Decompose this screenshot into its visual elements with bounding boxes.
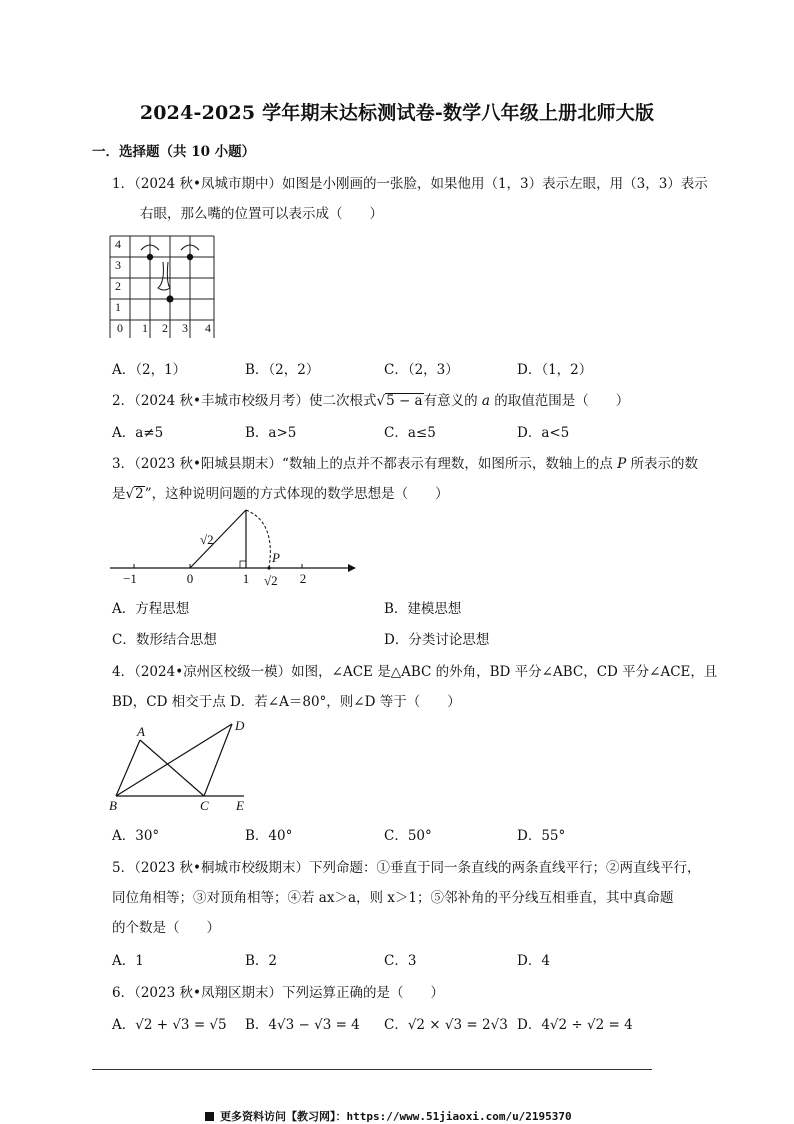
hypotenuse-label: √2 [200, 532, 214, 547]
q5-option-d: D．4 [517, 953, 550, 969]
grid-x-label: 3 [182, 321, 188, 335]
q6-option-a: A．√2 + √3 = √5 [112, 1017, 227, 1033]
q4-option-c: C．50° [384, 828, 432, 844]
tick-label: 1 [242, 571, 250, 586]
q2-option-b: B．a>5 [245, 425, 297, 441]
q2-var: a [481, 393, 490, 409]
q3-option-a: A．方程思想 [112, 601, 190, 617]
grid-y-label: 2 [115, 279, 121, 293]
side-ab [116, 740, 140, 796]
tick-label: −1 [123, 571, 137, 586]
q4-line2: BD，CD 相交于点 D．若∠A＝80°，则∠D 等于（ ） [112, 694, 461, 710]
footer-text: 更多资料访问【教习网】：https://www.51jiaoxi.com/u/2195370 [220, 1110, 572, 1123]
q3-line1 [112, 452, 698, 472]
q4-option-d: D．55° [517, 828, 566, 844]
q3-point-p: P [617, 456, 627, 472]
q5-option-a: A．1 [112, 953, 144, 969]
tick-label: 2 [299, 571, 307, 586]
grid-x-label: 1 [142, 321, 148, 335]
q1-line2: 右眼，那么嘴的位置可以表示成（ ） [140, 206, 383, 222]
page-title: 2024-2025 学年期末达标测试卷-数学八年级上册北师大版 [139, 102, 655, 124]
hypotenuse [190, 510, 246, 568]
q2-text-post2: 的取值范围是（ ） [489, 393, 630, 409]
grid-y-label: 0 [117, 321, 123, 335]
label-d: D [235, 718, 245, 733]
q1-option-d: D．（1，2） [517, 362, 593, 378]
q3-option-c: C．数形结合思想 [112, 632, 217, 648]
q5-option-c: C．3 [384, 953, 417, 969]
q4-option-a: A．30° [112, 828, 160, 844]
point-p-label: P [272, 550, 280, 565]
q3-option-d: D．分类讨论思想 [384, 632, 490, 648]
root-label: √2 [264, 573, 278, 588]
q5-line3: 的个数是（ ） [112, 920, 220, 936]
q2-text-post: 有意义的 [423, 393, 478, 409]
grid-y-label: 3 [115, 258, 121, 272]
grid-y-label: 4 [115, 237, 121, 251]
q3-text-b: 所表示的数 [626, 456, 699, 472]
q1-option-b: B．（2，2） [245, 362, 320, 378]
q5-line1: 5．（2023 秋•桐城市校级期末）下列命题：①垂直于同一条直线的两条直线平行；②两直线平行， [112, 860, 701, 876]
q4-triangle-figure [106, 716, 266, 814]
q2-option-d: D．a<5 [517, 425, 570, 441]
q3-option-b: B．建模思想 [384, 601, 462, 617]
q2-line1: 2．（2024 秋•丰城市校级月考）使二次根式√5 − a有意义的 a 的取值范围是（ ） [112, 393, 630, 409]
label-b: B [109, 798, 117, 813]
q3-radicand: 2 [135, 486, 144, 502]
q1-option-a: A．（2，1） [112, 362, 187, 378]
q3-text-d: ”，这种说明问题的方式体现的数学思想是（ ） [144, 486, 449, 502]
left-eye [147, 254, 153, 260]
flag-icon [205, 1112, 214, 1121]
q5-line2: 同位角相等；③对顶角相等；④若 ax＞a，则 x＞1；⑤邻补角的平分线互相垂直，其中真命题 [112, 890, 674, 906]
grid-x-label: 2 [162, 321, 168, 335]
q1-face-grid-figure [108, 232, 220, 338]
q2-option-a: A．a≠5 [112, 425, 164, 441]
q6-option-d: D．4√2 ÷ √2 = 4 [517, 1017, 633, 1033]
q3-text-c: 是 [112, 486, 126, 502]
footer-divider [92, 1069, 652, 1070]
q2-option-c: C．a≤5 [384, 425, 436, 441]
tick-label: 0 [186, 571, 194, 586]
q1-line1: 1．（2024 秋•凤城市期中）如图是小刚画的一张脸，如果他用（1，3）表示左眼，用（3，3）表示 [112, 176, 708, 192]
q3-line2: 是√2”，这种说明问题的方式体现的数学思想是（ ） [112, 486, 449, 502]
compass-arc [246, 510, 270, 568]
point-p-dot [267, 566, 270, 569]
q6-option-b: B．4√3 − √3 = 4 [245, 1017, 360, 1033]
label-a: A [137, 724, 145, 739]
grid-y-label: 1 [115, 300, 121, 314]
q6-line1: 6．（2023 秋•凤翔区期末）下列运算正确的是（ ） [112, 985, 444, 1001]
section-heading: 一．选择题（共 10 小题） [92, 144, 256, 160]
segment-bd [116, 724, 232, 796]
axis-arrow [348, 564, 356, 572]
segment-cd [204, 724, 232, 796]
mouth [166, 295, 173, 302]
q3-text: 3．（2023 秋•阳城县期末）“数轴上的点并不都表示有理数，如图所示，数轴上的点 [112, 456, 618, 472]
q6-option-c: C．√2 × √3 = 2√3 [384, 1017, 508, 1033]
right-angle-mark [240, 561, 246, 568]
label-c: C [200, 798, 209, 813]
nose [158, 262, 170, 290]
q1-option-c: C．（2，3） [384, 362, 459, 378]
footer-link[interactable] [205, 1108, 572, 1124]
label-e: E [236, 798, 244, 813]
q2-radicand: 5 − a [386, 393, 423, 409]
q4-line1: 4．（2024•凉州区校级一模）如图，∠ACE 是△ABC 的外角，BD 平分∠ABC，CD 平分∠ACE，且 [112, 664, 718, 680]
q2-text: 2．（2024 秋•丰城市校级月考）使二次根式 [112, 393, 377, 409]
q5-option-b: B．2 [245, 953, 278, 969]
side-ac [140, 740, 204, 796]
grid-x-label: 4 [205, 321, 211, 335]
q4-option-b: B．40° [245, 828, 293, 844]
right-eye [187, 254, 193, 260]
q3-number-line-figure [106, 502, 362, 588]
